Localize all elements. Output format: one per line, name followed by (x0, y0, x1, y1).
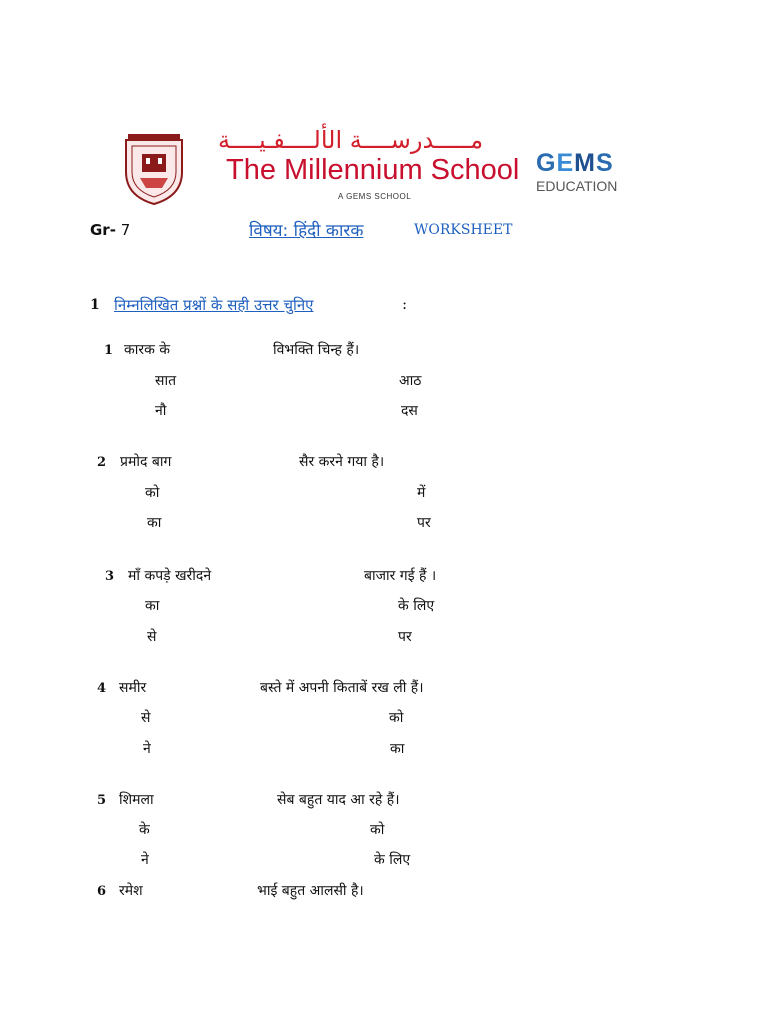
question-number: 3 (105, 569, 115, 584)
question-text-left: कारक के (124, 342, 171, 358)
grade-prefix: Gr- (90, 221, 116, 239)
question-text-right: विभक्ति चिन्ह हैं। (273, 342, 360, 358)
question-text-left: समीर (119, 680, 147, 696)
worksheet-label: WORKSHEET (414, 222, 513, 238)
subject-title: विषय: हिंदी कारक (249, 221, 364, 241)
school-crest-logo (122, 132, 186, 206)
question-text-right: सैर करने गया है। (299, 454, 385, 470)
gems-education-label: EDUCATION (536, 178, 618, 194)
question-text-right: भाई बहुत आलसी है। (257, 883, 364, 899)
option-b: आठ (399, 373, 422, 389)
grade-label (90, 221, 130, 239)
question-number: 1 (104, 343, 114, 358)
option-d: पर (398, 629, 412, 645)
option-d: दस (401, 403, 418, 419)
question-text-right: बाजार गई हैं । (364, 568, 437, 584)
gems-letter: M (574, 149, 596, 177)
gems-letter: E (556, 149, 575, 177)
option-c: का (147, 515, 162, 531)
gems-letter: S (595, 149, 614, 177)
gems-logo (536, 149, 614, 178)
question-text-left: शिमला (119, 792, 154, 808)
option-c: से (147, 629, 157, 645)
section-title: निम्नलिखित प्रश्नों के सही उत्तर चुनिए (114, 296, 314, 314)
section-number: 1 (90, 297, 100, 313)
section-colon: : (402, 295, 408, 313)
option-b: को (370, 822, 385, 838)
school-name-arabic: مـــــدرســــة الألــــفـيــــة (218, 126, 484, 154)
option-d: पर (417, 515, 431, 531)
school-name: The Millennium School (226, 154, 520, 186)
question-text-right: बस्ते में अपनी किताबें रख ली हैं। (260, 680, 424, 696)
option-b: में (417, 485, 426, 501)
option-c: ने (143, 741, 151, 757)
question-number: 5 (97, 793, 107, 808)
option-b: के लिए (398, 598, 435, 614)
question-text-left: प्रमोद बाग (120, 454, 172, 470)
question-number: 6 (97, 884, 107, 899)
option-c: ने (141, 852, 149, 868)
option-a: सात (155, 373, 177, 389)
question-text-left: रमेश (119, 883, 143, 899)
option-a: के (139, 822, 150, 838)
gems-letter: G (536, 149, 557, 177)
option-a: का (145, 598, 160, 614)
option-c: नौ (155, 403, 167, 419)
option-a: को (145, 485, 160, 501)
question-number: 4 (97, 681, 107, 696)
option-b: को (389, 710, 404, 726)
option-d: का (390, 741, 405, 757)
grade-value: 7 (115, 221, 131, 239)
option-a: से (141, 710, 151, 726)
question-number: 2 (97, 455, 107, 470)
school-tagline: A GEMS SCHOOL (338, 192, 412, 201)
question-text-left: माँ कपड़े खरीदने (128, 568, 212, 584)
question-text-right: सेब बहुत याद आ रहे हैं। (277, 792, 400, 808)
option-d: के लिए (374, 852, 411, 868)
